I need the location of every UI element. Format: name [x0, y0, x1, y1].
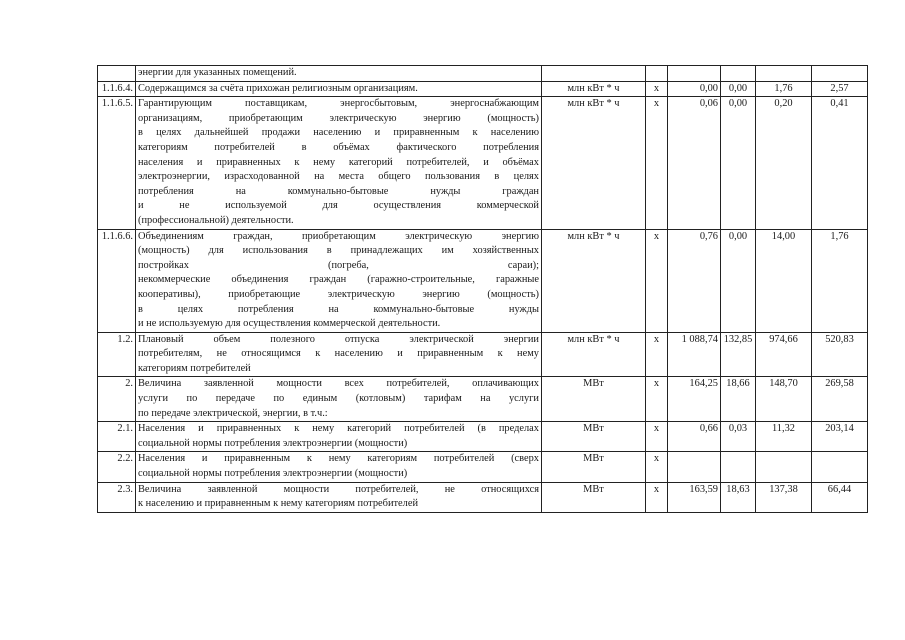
row-value-1: 1 088,74 — [668, 332, 721, 377]
row-value-4: 0,41 — [812, 97, 868, 229]
row-x-mark: х — [646, 377, 668, 422]
description-line: энергии для указанных помещений. — [138, 67, 297, 78]
row-value-3: 137,38 — [756, 482, 812, 512]
description-line: (мощность) для использования в принадлежащих им хозяйственных — [138, 245, 539, 257]
row-value-2: 0,00 — [721, 97, 756, 229]
row-description — [136, 81, 542, 97]
table-row — [98, 332, 868, 377]
document-page — [97, 65, 868, 513]
row-x-mark: х — [646, 482, 668, 512]
table-row — [98, 482, 868, 512]
row-code: 2.2. — [98, 452, 136, 482]
description-line: населения и приравненных к нему категорий потребителей, и объёмах — [138, 156, 539, 168]
table-row — [98, 452, 868, 482]
row-value-1: 0,76 — [668, 229, 721, 332]
row-value-2 — [721, 66, 756, 82]
row-x-mark: х — [646, 229, 668, 332]
row-value-3 — [756, 66, 812, 82]
row-unit: МВт — [542, 482, 646, 512]
row-description — [136, 66, 542, 82]
row-value-2 — [721, 452, 756, 482]
description-line: Населения и приравненным к нему категориям потребителей (сверх — [138, 453, 539, 465]
row-value-1: 163,59 — [668, 482, 721, 512]
row-code: 1.1.6.5. — [98, 97, 136, 229]
row-value-3: 148,70 — [756, 377, 812, 422]
row-value-3: 974,66 — [756, 332, 812, 377]
row-value-4: 520,83 — [812, 332, 868, 377]
row-value-2: 18,63 — [721, 482, 756, 512]
description-line: услуги по передаче по единым (котловым) тарифам на услуги — [138, 393, 539, 405]
row-x-mark: х — [646, 97, 668, 229]
row-unit — [542, 66, 646, 82]
table-body — [98, 66, 868, 513]
row-value-4: 1,76 — [812, 229, 868, 332]
description-line: по передаче электрической, энергии, в т.ч.: — [138, 407, 328, 419]
table-row — [98, 66, 868, 82]
row-value-3 — [756, 452, 812, 482]
description-line: потребителям, не относящимся к населению и приравненным к нему — [138, 348, 539, 360]
row-description — [136, 377, 542, 422]
row-unit: МВт — [542, 377, 646, 422]
row-unit: МВт — [542, 422, 646, 452]
row-value-1: 164,25 — [668, 377, 721, 422]
row-x-mark: х — [646, 452, 668, 482]
row-value-4: 269,58 — [812, 377, 868, 422]
row-value-1: 0,00 — [668, 81, 721, 97]
row-description — [136, 422, 542, 452]
row-code: 1.2. — [98, 332, 136, 377]
description-line: социальной нормы потребления электроэнергии (мощности) — [138, 468, 408, 480]
row-value-4: 2,57 — [812, 81, 868, 97]
description-line: категориям потребителей — [138, 362, 251, 374]
row-unit: млн кВт * ч — [542, 332, 646, 377]
row-x-mark — [646, 66, 668, 82]
table-row — [98, 97, 868, 229]
row-code: 2.3. — [98, 482, 136, 512]
description-line: социальной нормы потребления электроэнергии (мощности) — [138, 437, 408, 449]
table-row — [98, 81, 868, 97]
description-line: Плановый объем полезного отпуска электрической энергии — [138, 333, 539, 345]
description-line: к населению и приравненным к нему категориям потребителей — [138, 498, 419, 510]
row-value-2: 0,00 — [721, 229, 756, 332]
description-line: потребления на коммунально-бытовые нужды граждан — [138, 185, 539, 197]
description-line: в целях потребления на коммунально-бытовые нужды — [138, 303, 539, 315]
description-line: Величина заявленной мощности всех потребителей, оплачивающих — [138, 378, 539, 390]
row-value-3: 1,76 — [756, 81, 812, 97]
row-unit: млн кВт * ч — [542, 229, 646, 332]
description-line: и не используемую для осуществления коммерческой деятельности. — [138, 318, 441, 330]
table-row — [98, 229, 868, 332]
row-description — [136, 332, 542, 377]
description-line: (профессиональной) деятельности. — [138, 214, 294, 226]
row-x-mark: х — [646, 332, 668, 377]
description-line: категориям потребителей в объёмах фактического потребления — [138, 141, 539, 153]
row-value-3: 14,00 — [756, 229, 812, 332]
row-description — [136, 482, 542, 512]
row-code: 2.1. — [98, 422, 136, 452]
description-line: и не используемой для осуществления коммерческой — [138, 200, 539, 212]
row-value-1 — [668, 452, 721, 482]
row-description — [136, 229, 542, 332]
description-line: Содержащимся за счёта прихожан религиозным организациям. — [138, 82, 418, 94]
description-line: организациям, приобретающим электрическую энергию (мощность) — [138, 112, 539, 124]
description-line: кооперативы), приобретающие электрическую энергию (мощность) — [138, 288, 539, 300]
row-code: 1.1.6.4. — [98, 81, 136, 97]
row-value-4: 203,14 — [812, 422, 868, 452]
row-unit: млн кВт * ч — [542, 81, 646, 97]
row-value-3: 0,20 — [756, 97, 812, 229]
row-value-4 — [812, 452, 868, 482]
row-value-2: 18,66 — [721, 377, 756, 422]
row-value-1: 0,66 — [668, 422, 721, 452]
row-value-3: 11,32 — [756, 422, 812, 452]
description-line: Величина заявленной мощности потребителей, не относящихся — [138, 483, 539, 495]
description-line: Гарантирующим поставщикам, энергосбытовым, энергоснабжающим — [138, 98, 539, 110]
row-code — [98, 66, 136, 82]
table-row — [98, 377, 868, 422]
description-line: электроэнергии, израсходованной на места общего пользования в целях — [138, 171, 539, 183]
row-description — [136, 97, 542, 229]
row-x-mark: х — [646, 422, 668, 452]
row-value-2: 0,03 — [721, 422, 756, 452]
row-unit: МВт — [542, 452, 646, 482]
row-code: 2. — [98, 377, 136, 422]
row-value-1: 0,06 — [668, 97, 721, 229]
description-line: постройках (погреба, сараи); — [138, 259, 539, 271]
row-value-1 — [668, 66, 721, 82]
table-row — [98, 422, 868, 452]
description-line: Населения и приравненных к нему категорий потребителей (в пределах — [138, 423, 539, 435]
description-line: Объединениям граждан, приобретающим электрическую энергию — [138, 230, 539, 242]
row-value-2: 0,00 — [721, 81, 756, 97]
row-code: 1.1.6.6. — [98, 229, 136, 332]
tariff-table — [97, 65, 868, 513]
description-line: в целях дальнейшей продажи населению и приравненным к населению — [138, 127, 539, 139]
row-description — [136, 452, 542, 482]
description-line: некоммерческие объединения граждан (гаражно-строительные, гаражные — [138, 274, 539, 286]
row-value-4: 66,44 — [812, 482, 868, 512]
row-unit: млн кВт * ч — [542, 97, 646, 229]
row-value-4 — [812, 66, 868, 82]
row-x-mark: х — [646, 81, 668, 97]
row-value-2: 132,85 — [721, 332, 756, 377]
